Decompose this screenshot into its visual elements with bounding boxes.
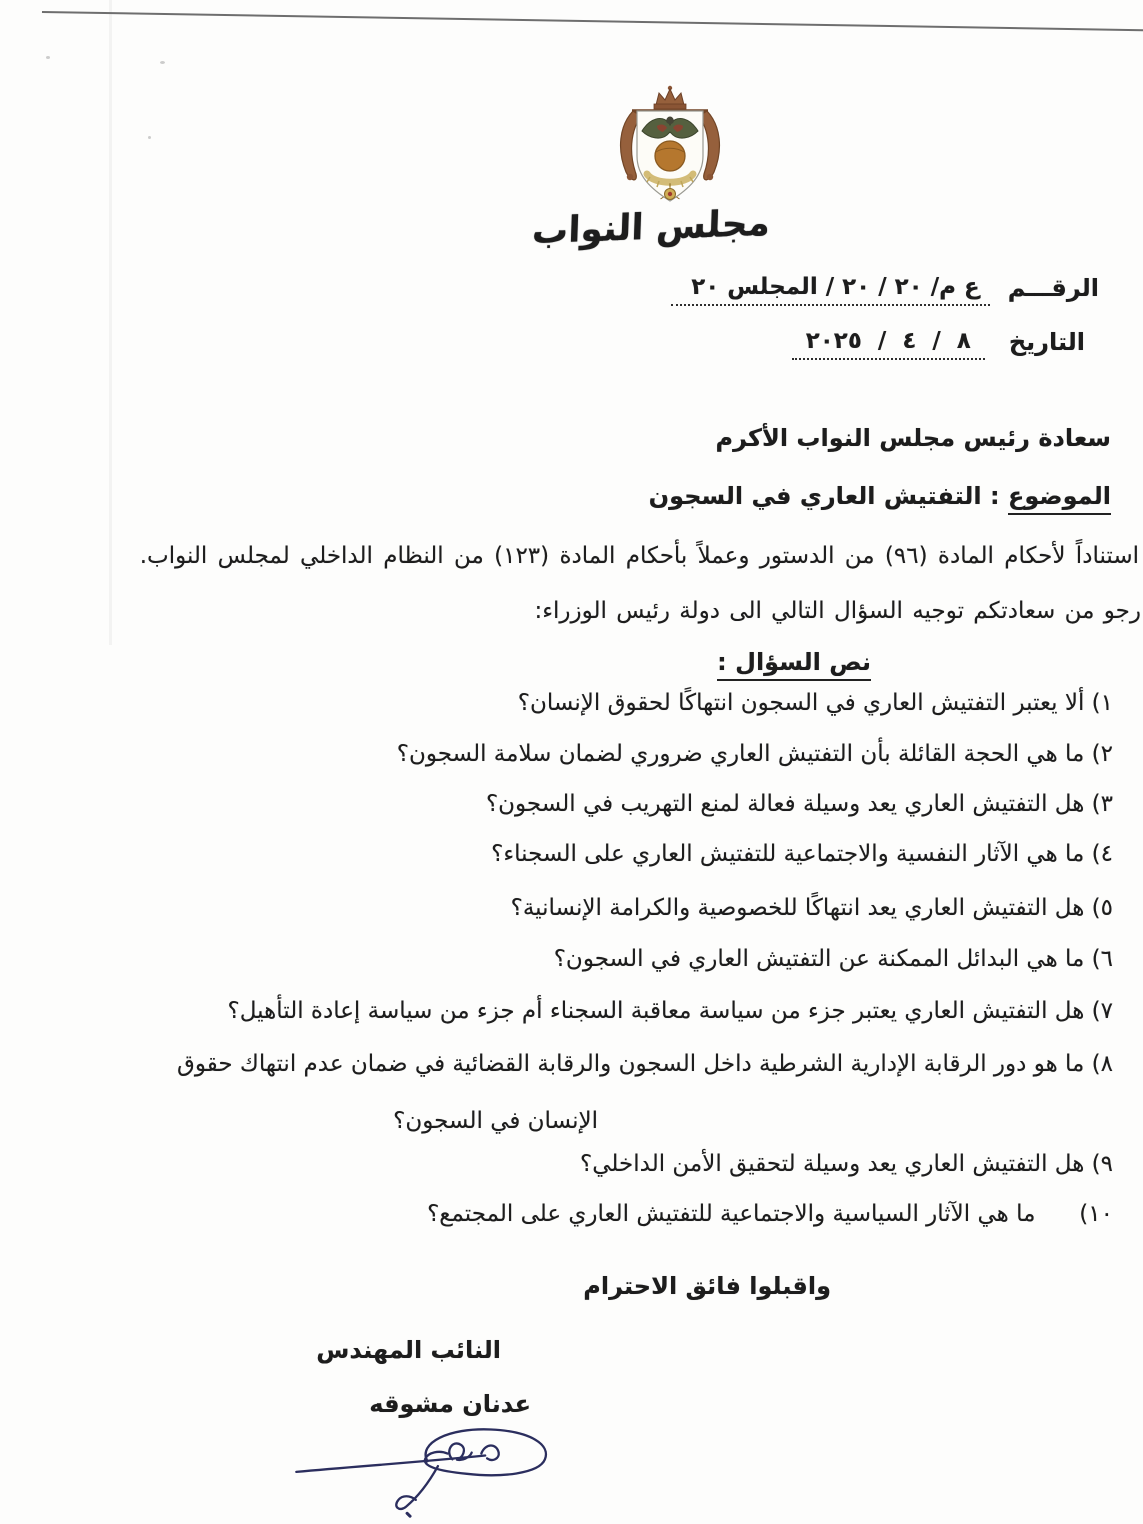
signer-name: عدنان مشوقه [369,1390,531,1418]
question-item-3: ٣) هل التفتيش العاري يعد وسيلة فعالة لمنع التهريب في السجون؟ [485,791,1113,817]
body-paragraph-1: استناداً لأحكام المادة (٩٦) من الدستور وعملاً بأحكام المادة (١٢٣) من النظام الداخلي لمجلس النواب. [139,543,1139,569]
scan-speck [148,136,151,139]
body-paragraph-2: رجو من سعادتكم توجيه السؤال التالي الى دولة رئيس الوزراء: [534,598,1141,624]
ref-date-value: ٨ / ٤ / ٢٠٢٥ [792,328,985,360]
subject-line [649,482,1111,510]
ref-date-label: التاريخ [1008,328,1085,356]
question-item-1: ١) ألا يعتبر التفتيش العاري في السجون انتهاكًا لحقوق الإنسان؟ [517,690,1113,716]
signature-wrapper [292,1416,582,1524]
questions-header: نص السؤال : [717,648,871,681]
handwritten-signature-icon [292,1416,582,1522]
subject-separator: : [981,482,1000,510]
question-item-5: ٥) هل التفتيش العاري يعد انتهاكًا للخصوصية والكرامة الإنسانية؟ [510,895,1113,921]
question-item-8-continuation: الإنسان في السجون؟ [393,1108,598,1134]
subject-text: التفتيش العاري في السجون [648,482,982,510]
emblem-wrapper [600,84,740,216]
signer-title: النائب المهندس [316,1336,501,1364]
question-item-2: ٢) ما هي الحجة القائلة بأن التفتيش العاري ضروري لضمان سلامة السجون؟ [396,741,1113,767]
scan-edge-line [42,11,1143,31]
subject-label: الموضوع [1008,482,1111,515]
question-item-10: ١٠) ما هي الآثار السياسية والاجتماعية للتفتيش العاري على المجتمع؟ [427,1201,1113,1227]
salutation: سعادة رئيس مجلس النواب الأكرم [715,424,1111,452]
closing-respect: واقبلوا فائق الاحترام [583,1272,831,1300]
scan-speck [160,61,165,64]
scan-streak-artifact [109,0,112,645]
question-item-8: ٨) ما هو دور الرقابة الإدارية الشرطية داخل السجون والرقابة القضائية في ضمان عدم انتهاك حقوق [177,1051,1113,1077]
question-item-9: ٩) هل التفتيش العاري يعد وسيلة لتحقيق الأمن الداخلي؟ [580,1151,1113,1177]
ref-number-value: ع م/ ٢٠ / ٢٠ / المجلس ٢٠ [671,274,989,306]
parliament-calligraphy: مجلس النواب [531,202,771,253]
ref-date-row [792,328,1085,360]
question-item-4: ٤) ما هي الآثار النفسية والاجتماعية للتفتيش العاري على السجناء؟ [491,841,1113,867]
question-item-7: ٧) هل التفتيش العاري يعتبر جزء من سياسة معاقبة السجناء أم جزء من سياسة إعادة التأهيل؟ [227,998,1113,1024]
scan-speck [46,56,50,59]
ref-number-row [671,274,1099,306]
ref-number-label: الرقـــم [1007,274,1099,302]
jordan-coat-of-arms-icon [600,84,740,212]
question-item-6: ٦) ما هي البدائل الممكنة عن التفتيش العاري في السجون؟ [553,946,1113,972]
